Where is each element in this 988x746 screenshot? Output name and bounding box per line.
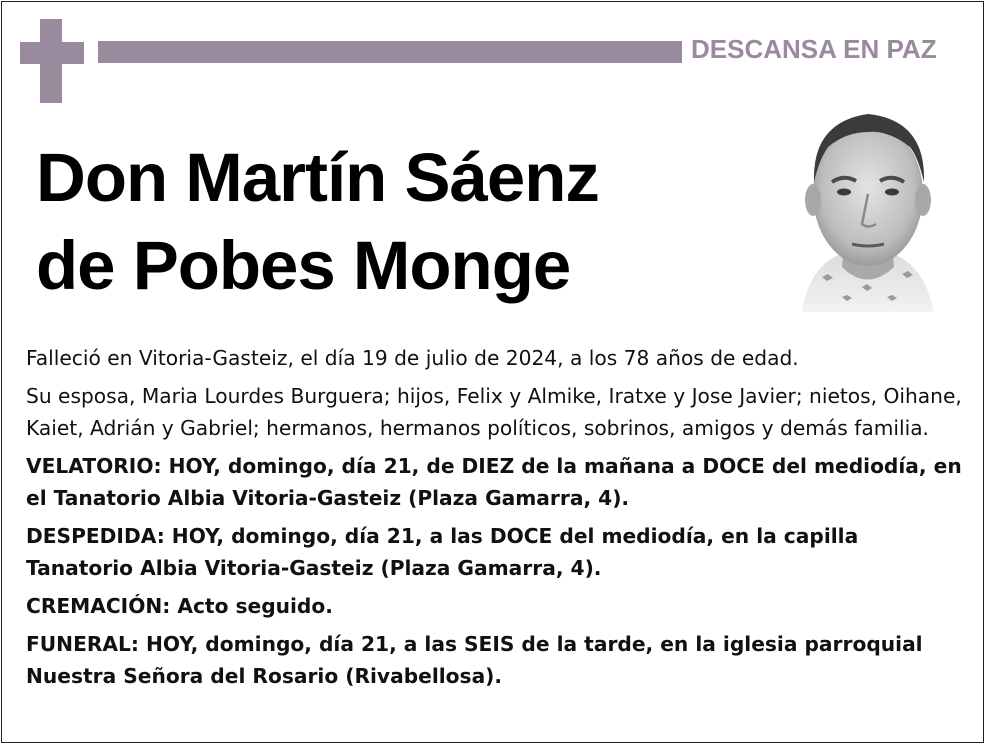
header-band [98,41,682,63]
header-tag: DESCANSA EN PAZ [691,34,937,64]
name-line-2: de Pobes Monge [36,227,571,304]
family-list: Su esposa, Maria Lourdes Burguera; hijos, Felix y Almike, Iratxe y Jose Javier; nietos, Oihane, Kaiet, Adrián y Gabriel; hermanos, hermanos políticos, sobrinos, amigos y demás familia. [26,384,962,440]
death-notice: Falleció en Vitoria-Gasteiz, el día 19 de julio de 2024, a los 78 años de edad. [26,346,799,370]
name-line-1: Don Martín Sáenz [36,139,599,216]
notice-body [26,342,966,698]
cross-icon [20,19,84,103]
portrait-photo [792,102,942,312]
despedida-info: DESPEDIDA: HOY, domingo, día 21, a las DOCE del mediodía, en la capilla Tanatorio Albia Vitoria-Gasteiz (Plaza Gamarra, 4). [26,524,859,580]
velatorio-info: VELATORIO: HOY, domingo, día 21, de DIEZ de la mañana a DOCE del mediodía, en el Tanatorio Albia Vitoria-Gasteiz (Plaza Gamarra, 4). [26,454,962,510]
obituary-card [1,1,984,743]
deceased-name [36,134,599,310]
funeral-info: FUNERAL: HOY, domingo, día 21, a las SEIS de la tarde, en la iglesia parroquial Nuestra Señora del Rosario (Rivabellosa). [26,632,923,688]
cremacion-info: CREMACIÓN: Acto seguido. [26,594,333,618]
